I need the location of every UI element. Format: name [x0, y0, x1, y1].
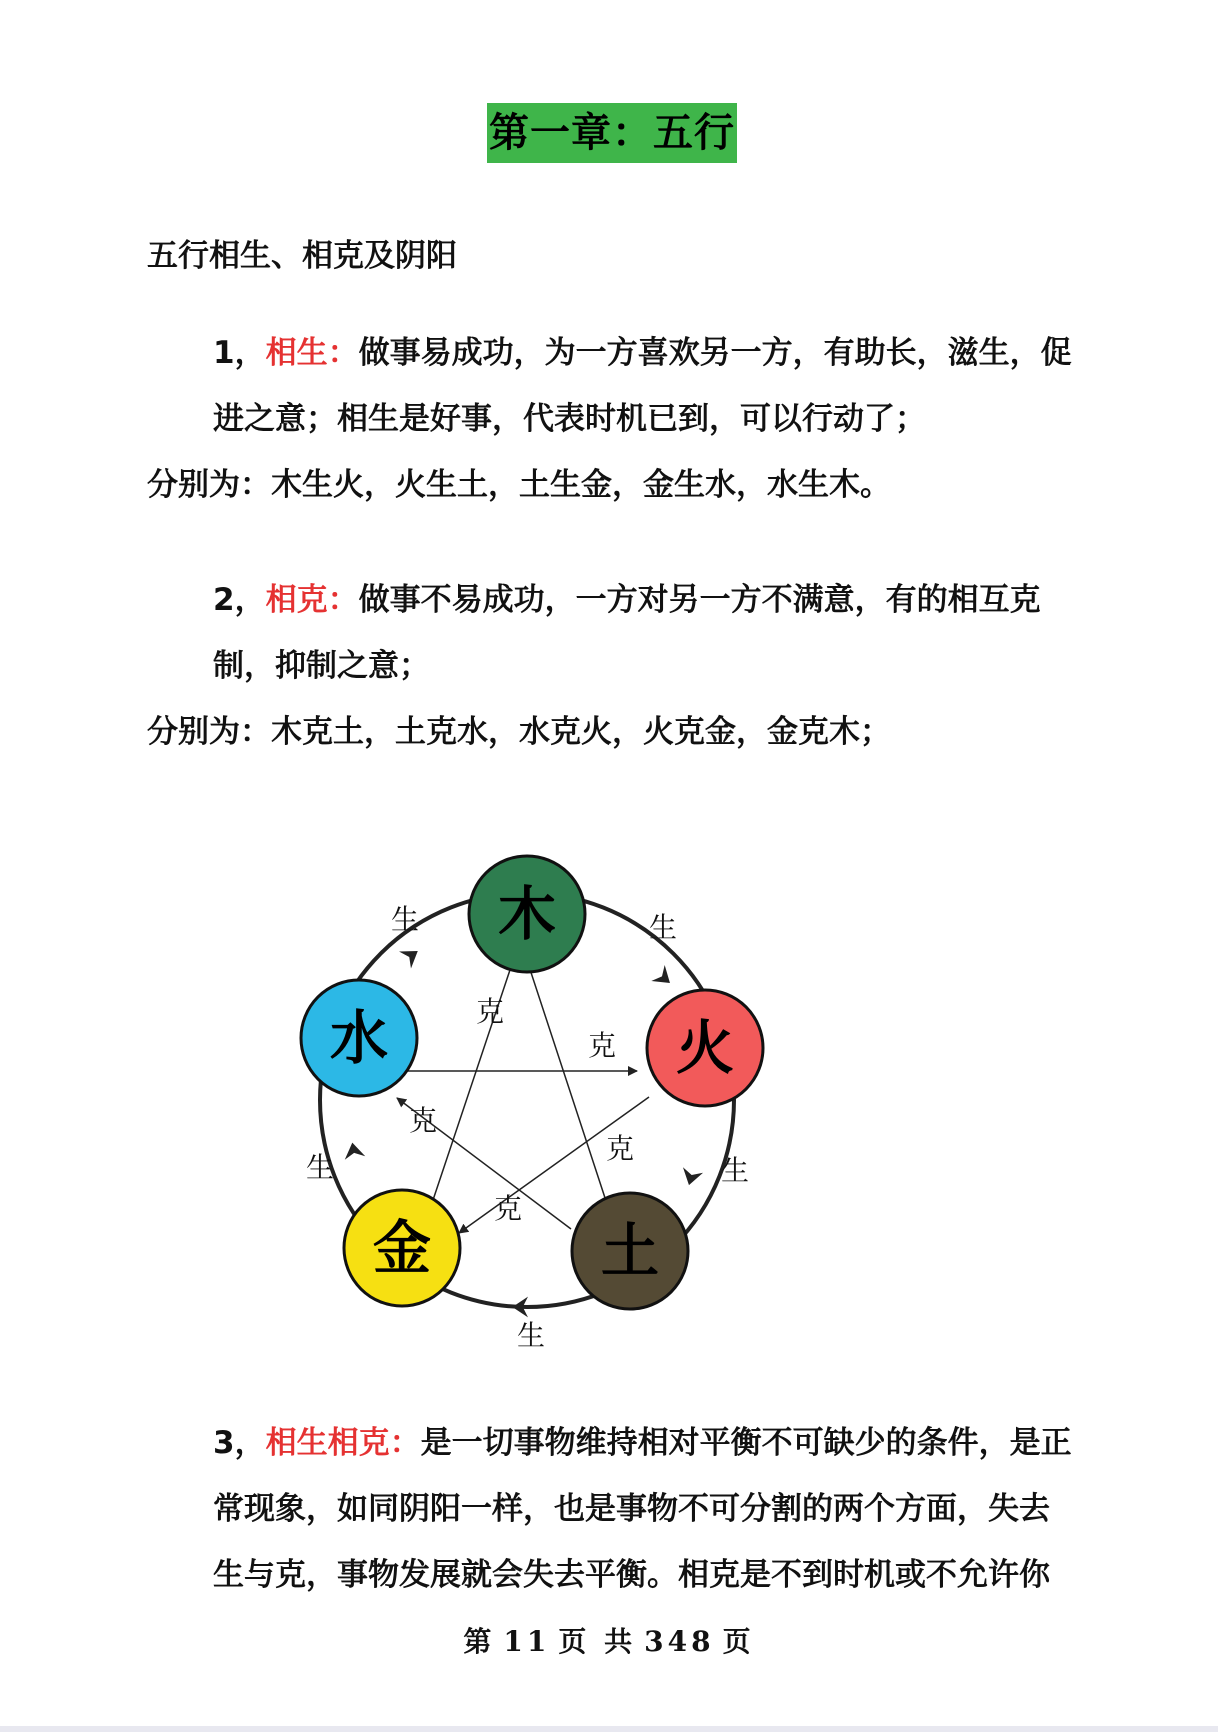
- generate-label-earth-metal: 生: [516, 1319, 546, 1352]
- section-1: [147, 320, 1077, 518]
- generate-label-metal-water: 生: [305, 1151, 335, 1184]
- section-1-list: 分别为：木生火，火生土，土生金，金生水，水生木。: [147, 467, 891, 503]
- line-wood-to-earth: [521, 942, 608, 1207]
- footer-suffix: 页: [722, 1625, 755, 1658]
- generate-label-wood-fire: 生: [648, 911, 678, 944]
- footer-page-number: 11: [503, 1625, 551, 1658]
- metal-label: 金: [372, 1214, 432, 1282]
- arrow-metal-to-water: [342, 1141, 365, 1160]
- page-footer: [0, 1620, 1218, 1660]
- section-3: [147, 1410, 1077, 1608]
- footer-middle: 页 共: [558, 1625, 637, 1658]
- section-2: [147, 567, 1077, 765]
- wood-label: 木: [497, 880, 557, 948]
- section-1-number: 1，: [213, 335, 266, 371]
- bottom-bar: [0, 1726, 1218, 1732]
- section-3-text: 是一切事物维持相对平衡不可缺少的条件，是正常现象，如同阴阳一样，也是事物不可分割的两个方面，失去生与克，事物发展就会失去平衡。相克是不到时机或不允许你: [213, 1425, 1072, 1593]
- generate-label-fire-earth: 生: [720, 1154, 750, 1187]
- arrow-wood-to-fire: [651, 965, 676, 991]
- section-3-body: [147, 1410, 1077, 1608]
- control-label-metal-wood: 克: [475, 995, 505, 1028]
- arrow-water-to-wood: [399, 943, 424, 969]
- earth-label: 土: [600, 1217, 660, 1285]
- control-lines: [397, 942, 649, 1233]
- control-label-earth-water: 克: [408, 1104, 438, 1137]
- section-subtitle: 五行相生、相克及阴阳: [147, 238, 457, 274]
- footer-prefix: 第: [463, 1625, 496, 1658]
- chapter-title: 第一章：五行: [487, 103, 737, 163]
- section-3-term: 相生相克：: [265, 1425, 421, 1461]
- section-2-text: 做事不易成功，一方对另一方不满意，有的相互克制，抑制之意；: [213, 582, 1041, 684]
- arrow-fire-to-earth: [679, 1167, 703, 1187]
- control-label-water-fire: 克: [587, 1029, 617, 1062]
- control-label-wood-earth: 克: [605, 1132, 635, 1165]
- section-2-body: [147, 567, 1077, 699]
- generate-label-water-wood: 生: [390, 903, 420, 936]
- water-label: 水: [329, 1004, 389, 1072]
- footer-total-pages: 348: [644, 1625, 715, 1658]
- line-metal-to-wood: [430, 943, 519, 1209]
- section-1-body: [147, 320, 1077, 452]
- section-1-text: 做事易成功，为一方喜欢另一方，有助长，滋生，促进之意；相生是好事，代表时机已到，可以行动了；: [213, 335, 1072, 437]
- section-2-list: 分别为：木克土，土克水，水克火，火克金，金克木；: [147, 714, 891, 750]
- five-elements-diagram: [275, 835, 805, 1355]
- section-2-number: 2，: [213, 582, 266, 618]
- section-2-term: 相克：: [265, 582, 359, 618]
- fire-label: 火: [675, 1014, 735, 1082]
- section-3-number: 3，: [213, 1425, 266, 1461]
- section-1-term: 相生：: [265, 335, 359, 371]
- control-label-fire-metal: 克: [493, 1192, 523, 1225]
